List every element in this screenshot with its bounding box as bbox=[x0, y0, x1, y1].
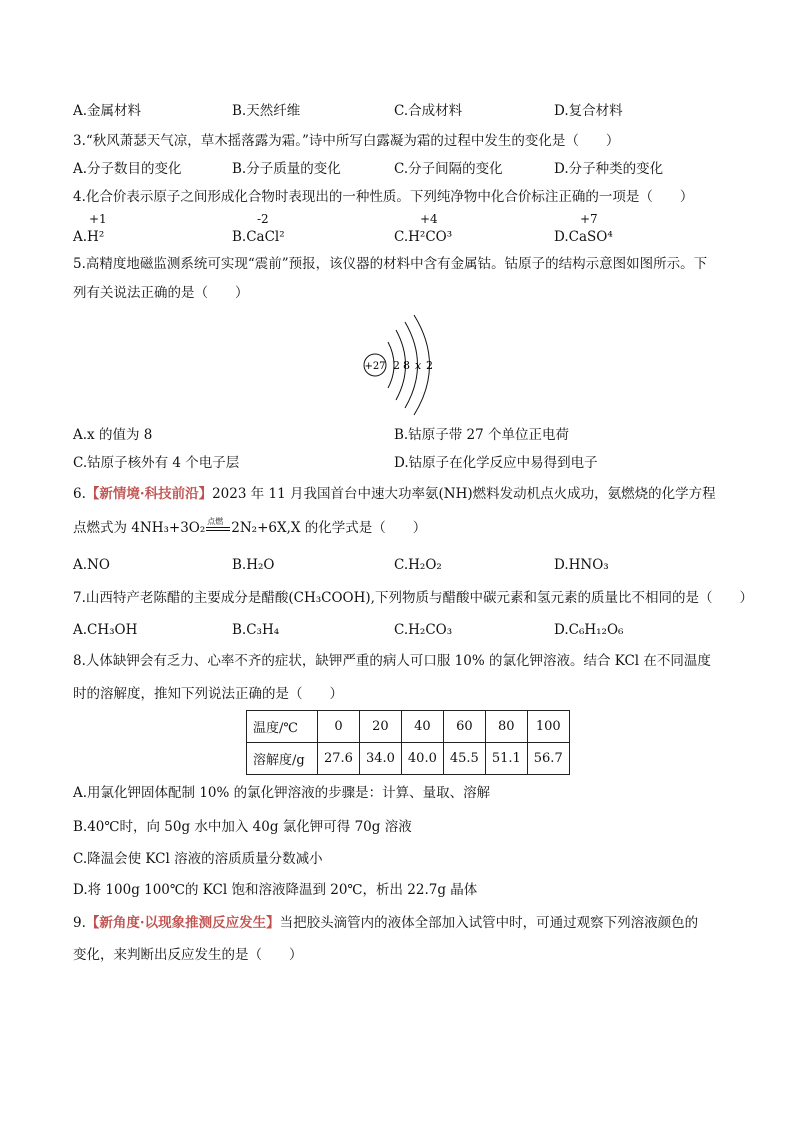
q7-option-b: B.C₃H₄ bbox=[232, 622, 280, 638]
q6-eq-line-bottom bbox=[206, 530, 230, 531]
q2-option-d: D.复合材料 bbox=[554, 103, 623, 119]
q6-stem-line2 bbox=[73, 518, 426, 538]
q8-option-d: D.将 100g 100℃的 KCl 饱和溶液降温到 20℃，析出 22.7g 晶体 bbox=[73, 882, 478, 898]
q4-b-letter: B. bbox=[232, 229, 247, 245]
q9-stem-line2: 变化，来判断出反应发生的是（ ） bbox=[73, 947, 303, 963]
q3-option-b: B.分子质量的变化 bbox=[232, 161, 341, 177]
q4-c-formula: H²CO³ bbox=[408, 229, 453, 245]
q6-stem-text: 2023 年 11 月我国首台中速大功率氨(NH)燃料发动机点火成功，氨燃烧的化学方程 bbox=[212, 486, 716, 502]
q3-option-a: A.分子数目的变化 bbox=[73, 161, 182, 177]
q9-stem-text: 当把胶头滴管内的液体全部加入试管中时，可通过观察下列溶液颜色的 bbox=[279, 915, 699, 931]
solubility-table bbox=[246, 710, 570, 775]
q6-equation-left: 点燃式为 4NH₃+3O₂ bbox=[73, 520, 206, 536]
q4-a-formula: H² bbox=[87, 229, 105, 245]
q6-equation-right: 2N₂+6X,X 的化学式是（ ） bbox=[231, 520, 427, 536]
table-cell: 40 bbox=[401, 711, 443, 743]
table-cell: 40.0 bbox=[401, 743, 443, 775]
q4-option-c bbox=[394, 227, 452, 247]
q4-c-valence: +4 bbox=[420, 212, 438, 226]
table-cell: 100 bbox=[527, 711, 569, 743]
q2-option-c: C.合成材料 bbox=[394, 103, 463, 119]
q4-c-letter: C. bbox=[394, 229, 409, 245]
q6-tag: 【新情境·科技前沿】 bbox=[85, 486, 213, 502]
q6-condition: 点燃 bbox=[207, 517, 224, 526]
q3-option-d: D.分子种类的变化 bbox=[554, 161, 664, 177]
q9-tag: 【新角度·以现象推测反应发生】 bbox=[85, 915, 280, 931]
q3-option-c: C.分子间隔的变化 bbox=[394, 161, 503, 177]
table-cell: 20 bbox=[359, 711, 401, 743]
q8-option-b: B.40℃时，向 50g 水中加入 40g 氯化钾可得 70g 溶液 bbox=[73, 819, 412, 835]
shell-electrons-3: x bbox=[415, 359, 422, 372]
table-header-solubility: 溶解度/g bbox=[247, 743, 318, 775]
q9-number: 9. bbox=[73, 915, 86, 931]
q6-option-b: B.H₂O bbox=[232, 557, 275, 573]
q6-option-d: D.HNO₃ bbox=[554, 557, 609, 573]
nucleus-charge: +27 bbox=[364, 361, 386, 372]
q6-equation-arrow bbox=[205, 518, 231, 538]
table-cell: 34.0 bbox=[359, 743, 401, 775]
q7-option-a: A.CH₃OH bbox=[73, 622, 138, 638]
q8-stem-line2: 时的溶解度，推知下列说法正确的是（ ） bbox=[73, 686, 343, 702]
cobalt-atom-diagram bbox=[355, 312, 465, 418]
q4-b-formula: CaCl² bbox=[246, 229, 285, 245]
q4-stem: 4.化合价表示原子之间形成化合物时表现出的一种性质。下列纯净物中化合价标注正确的一项是（ ） bbox=[73, 189, 694, 205]
q7-option-d: D.C₆H₁₂O₆ bbox=[554, 622, 624, 638]
shell-electrons-4: 2 bbox=[426, 359, 433, 372]
q7-stem: 7.山西特产老陈醋的主要成分是醋酸(CH₃COOH),下列物质与醋酸中碳元素和氢元素的质量比不相同的是（ ） bbox=[73, 590, 753, 606]
table-cell: 27.6 bbox=[318, 743, 360, 775]
table-row-temperature bbox=[247, 711, 570, 743]
q4-option-a bbox=[73, 227, 104, 247]
q5-option-b: B.钴原子带 27 个单位正电荷 bbox=[394, 427, 569, 443]
q4-a-valence: +1 bbox=[89, 212, 107, 226]
q8-option-a: A.用氯化钾固体配制 10% 的氯化钾溶液的步骤是：计算、量取、溶解 bbox=[73, 785, 491, 801]
shell-electrons-2: 8 bbox=[403, 359, 410, 372]
q4-a-letter: A. bbox=[73, 229, 88, 245]
table-cell: 51.1 bbox=[485, 743, 527, 775]
q6-option-c: C.H₂O₂ bbox=[394, 557, 442, 573]
q7-option-c: C.H₂CO₃ bbox=[394, 622, 453, 638]
table-row-solubility bbox=[247, 743, 570, 775]
table-cell: 45.5 bbox=[443, 743, 485, 775]
q6-number: 6. bbox=[73, 486, 86, 502]
table-cell: 60 bbox=[443, 711, 485, 743]
q4-option-b bbox=[232, 227, 285, 247]
q6-option-a: A.NO bbox=[73, 557, 110, 573]
q5-stem-line2: 列有关说法正确的是（ ） bbox=[73, 285, 249, 301]
q5-option-c: C.钴原子核外有 4 个电子层 bbox=[73, 455, 240, 471]
q8-stem-line1: 8.人体缺钾会有乏力、心率不齐的症状，缺钾严重的病人可口服 10% 的氯化钾溶液。结合 KCl 在不同温度 bbox=[73, 653, 711, 669]
q3-stem: 3.“秋风萧瑟天气凉，草木摇落露为霜。”诗中所写白露凝为霜的过程中发生的变化是（ ） bbox=[73, 133, 620, 149]
q2-option-a: A.金属材料 bbox=[73, 103, 142, 119]
q5-option-a: A.x 的值为 8 bbox=[73, 427, 153, 443]
q6-eq-line-top bbox=[206, 527, 230, 528]
q9-stem-line1 bbox=[73, 913, 698, 933]
shell-electrons-1: 2 bbox=[393, 359, 400, 372]
q4-d-valence: +7 bbox=[580, 212, 598, 226]
q5-stem-line1: 5.高精度地磁监测系统可实现“震前”预报，该仪器的材料中含有金属钴。钴原子的结构示意图如图所示。下 bbox=[73, 256, 708, 272]
q4-b-valence: -2 bbox=[257, 212, 269, 226]
table-header-temperature: 温度/℃ bbox=[247, 711, 318, 743]
table-cell: 0 bbox=[318, 711, 360, 743]
table-cell: 56.7 bbox=[527, 743, 569, 775]
q8-option-c: C.降温会使 KCl 溶液的溶质质量分数减小 bbox=[73, 851, 323, 867]
q4-option-d bbox=[554, 227, 613, 247]
q4-d-letter: D. bbox=[554, 229, 569, 245]
table-cell: 80 bbox=[485, 711, 527, 743]
q4-d-formula: CaSO⁴ bbox=[568, 229, 613, 245]
q6-stem-line1 bbox=[73, 484, 716, 504]
q5-option-d: D.钴原子在化学反应中易得到电子 bbox=[394, 455, 598, 471]
q2-option-b: B.天然纤维 bbox=[232, 103, 301, 119]
